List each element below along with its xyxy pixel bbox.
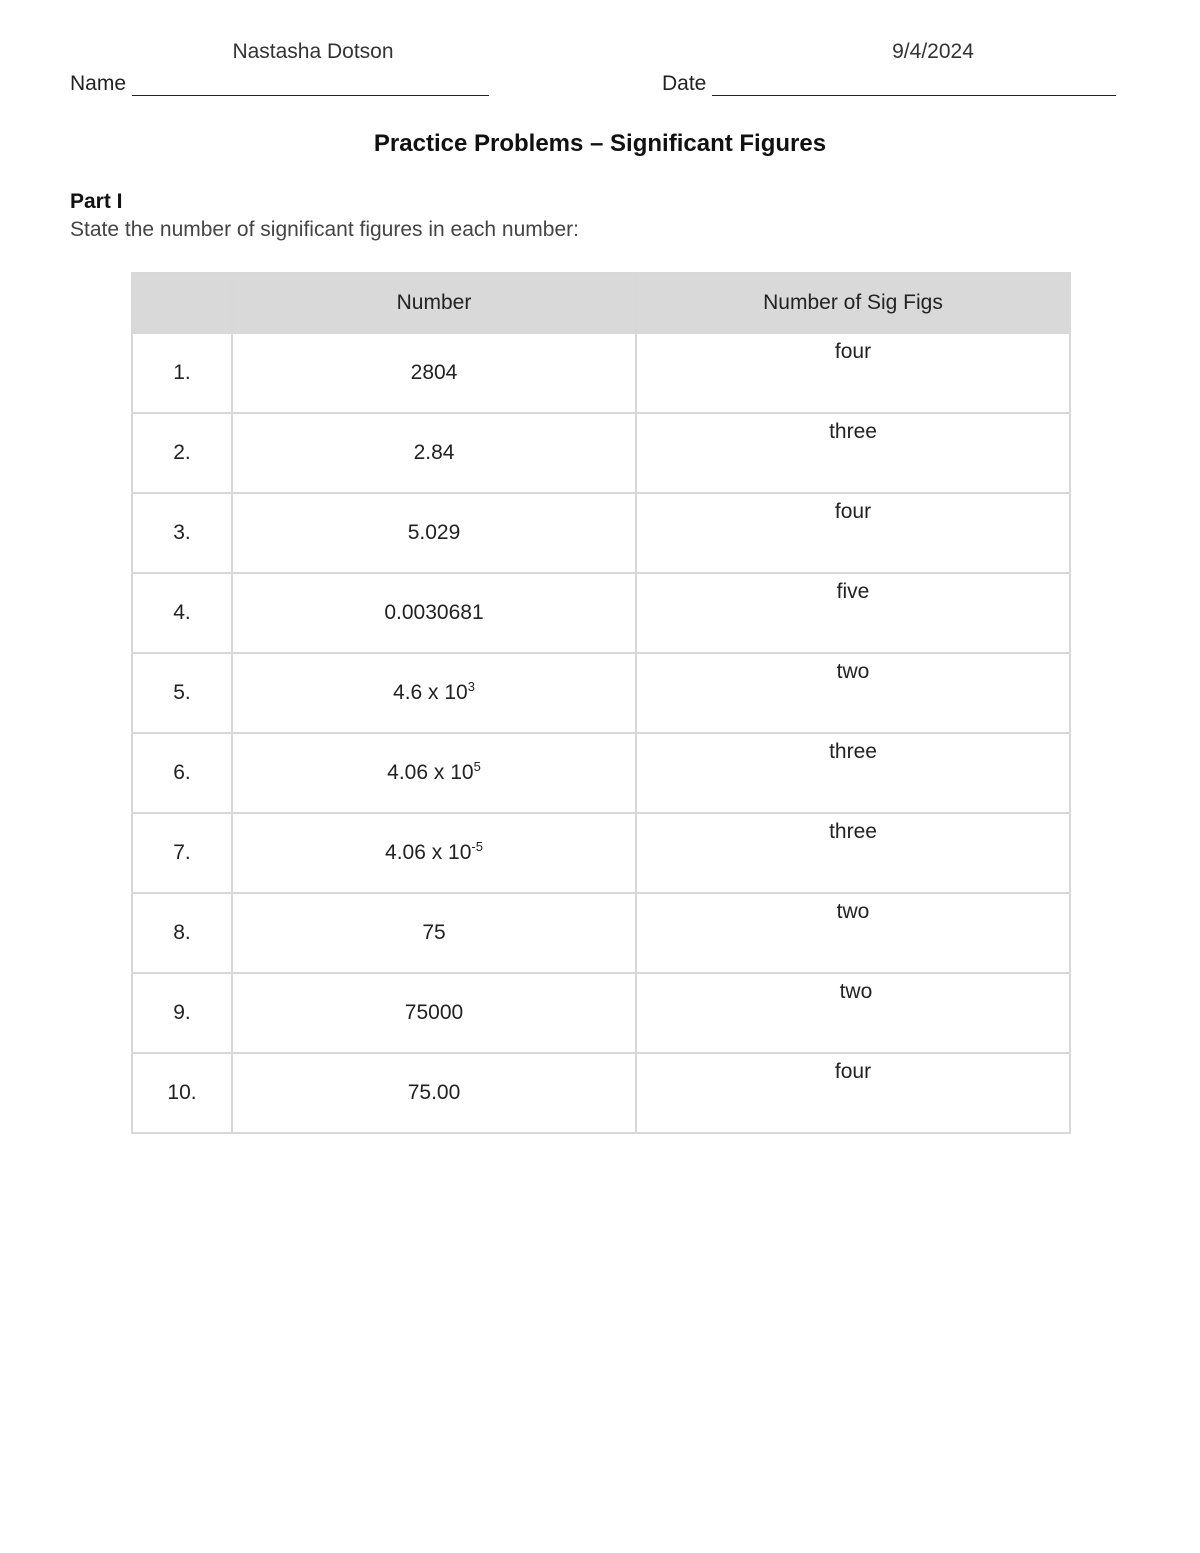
answer-cell[interactable]: two [636,973,1070,1053]
number-value: 75.00 [407,1081,461,1104]
header-number: Number [232,273,636,333]
number-cell [232,813,636,893]
table-row [132,893,1070,973]
answer-cell[interactable]: four [636,493,1070,573]
exponent: 3 [467,679,475,694]
number-cell [232,493,636,573]
student-name-value: Nastasha Dotson [232,40,394,63]
header-sig-figs: Number of Sig Figs [636,273,1070,333]
row-index: 6. [132,733,232,813]
header-index [132,273,232,333]
number-value: 4.06 x 10 [387,761,474,784]
answer-cell[interactable]: four [636,1053,1070,1133]
answer-cell[interactable]: three [636,733,1070,813]
number-cell [232,893,636,973]
answer-cell[interactable]: three [636,813,1070,893]
row-index: 2. [132,413,232,493]
row-index: 8. [132,893,232,973]
date-value: 9/4/2024 [892,40,974,63]
number-value: 0.0030681 [384,601,484,624]
exponent: -5 [471,839,483,854]
table-row [132,413,1070,493]
answer-cell[interactable]: two [636,653,1070,733]
name-blank-line [132,75,489,96]
table-row [132,973,1070,1053]
date-label: Date [662,72,707,95]
row-index: 9. [132,973,232,1053]
date-field [662,72,1116,96]
number-value: 2.84 [413,441,455,464]
number-cell [232,573,636,653]
row-index: 4. [132,573,232,653]
number-value: 75 [422,921,446,944]
row-index: 3. [132,493,232,573]
name-field [70,72,489,96]
row-index: 10. [132,1053,232,1133]
instructions-text: State the number of significant figures in each number: [70,218,579,241]
number-cell [232,1053,636,1133]
answer-cell[interactable]: two [636,893,1070,973]
table-row [132,813,1070,893]
table-row [132,1053,1070,1133]
number-cell [232,333,636,413]
answer-cell[interactable]: five [636,573,1070,653]
number-value: 2804 [410,361,458,384]
number-cell [232,413,636,493]
answer-cell[interactable]: four [636,333,1070,413]
number-cell [232,733,636,813]
sig-figs-table [131,272,1071,1134]
date-blank-line [712,75,1116,96]
number-value: 4.6 x 10 [393,681,468,704]
table-row [132,573,1070,653]
number-cell [232,653,636,733]
number-value: 75000 [404,1001,464,1024]
name-label: Name [70,72,127,95]
part-heading: Part I [70,190,123,213]
table-header-row [132,273,1070,333]
row-index: 5. [132,653,232,733]
page-title: Practice Problems – Significant Figures [373,130,827,157]
table-row [132,733,1070,813]
row-index: 7. [132,813,232,893]
number-value: 5.029 [407,521,461,544]
row-index: 1. [132,333,232,413]
table-row [132,653,1070,733]
table-row [132,493,1070,573]
exponent: 5 [473,759,481,774]
table-row [132,333,1070,413]
number-cell [232,973,636,1053]
number-value: 4.06 x 10 [385,841,472,864]
answer-cell[interactable]: three [636,413,1070,493]
